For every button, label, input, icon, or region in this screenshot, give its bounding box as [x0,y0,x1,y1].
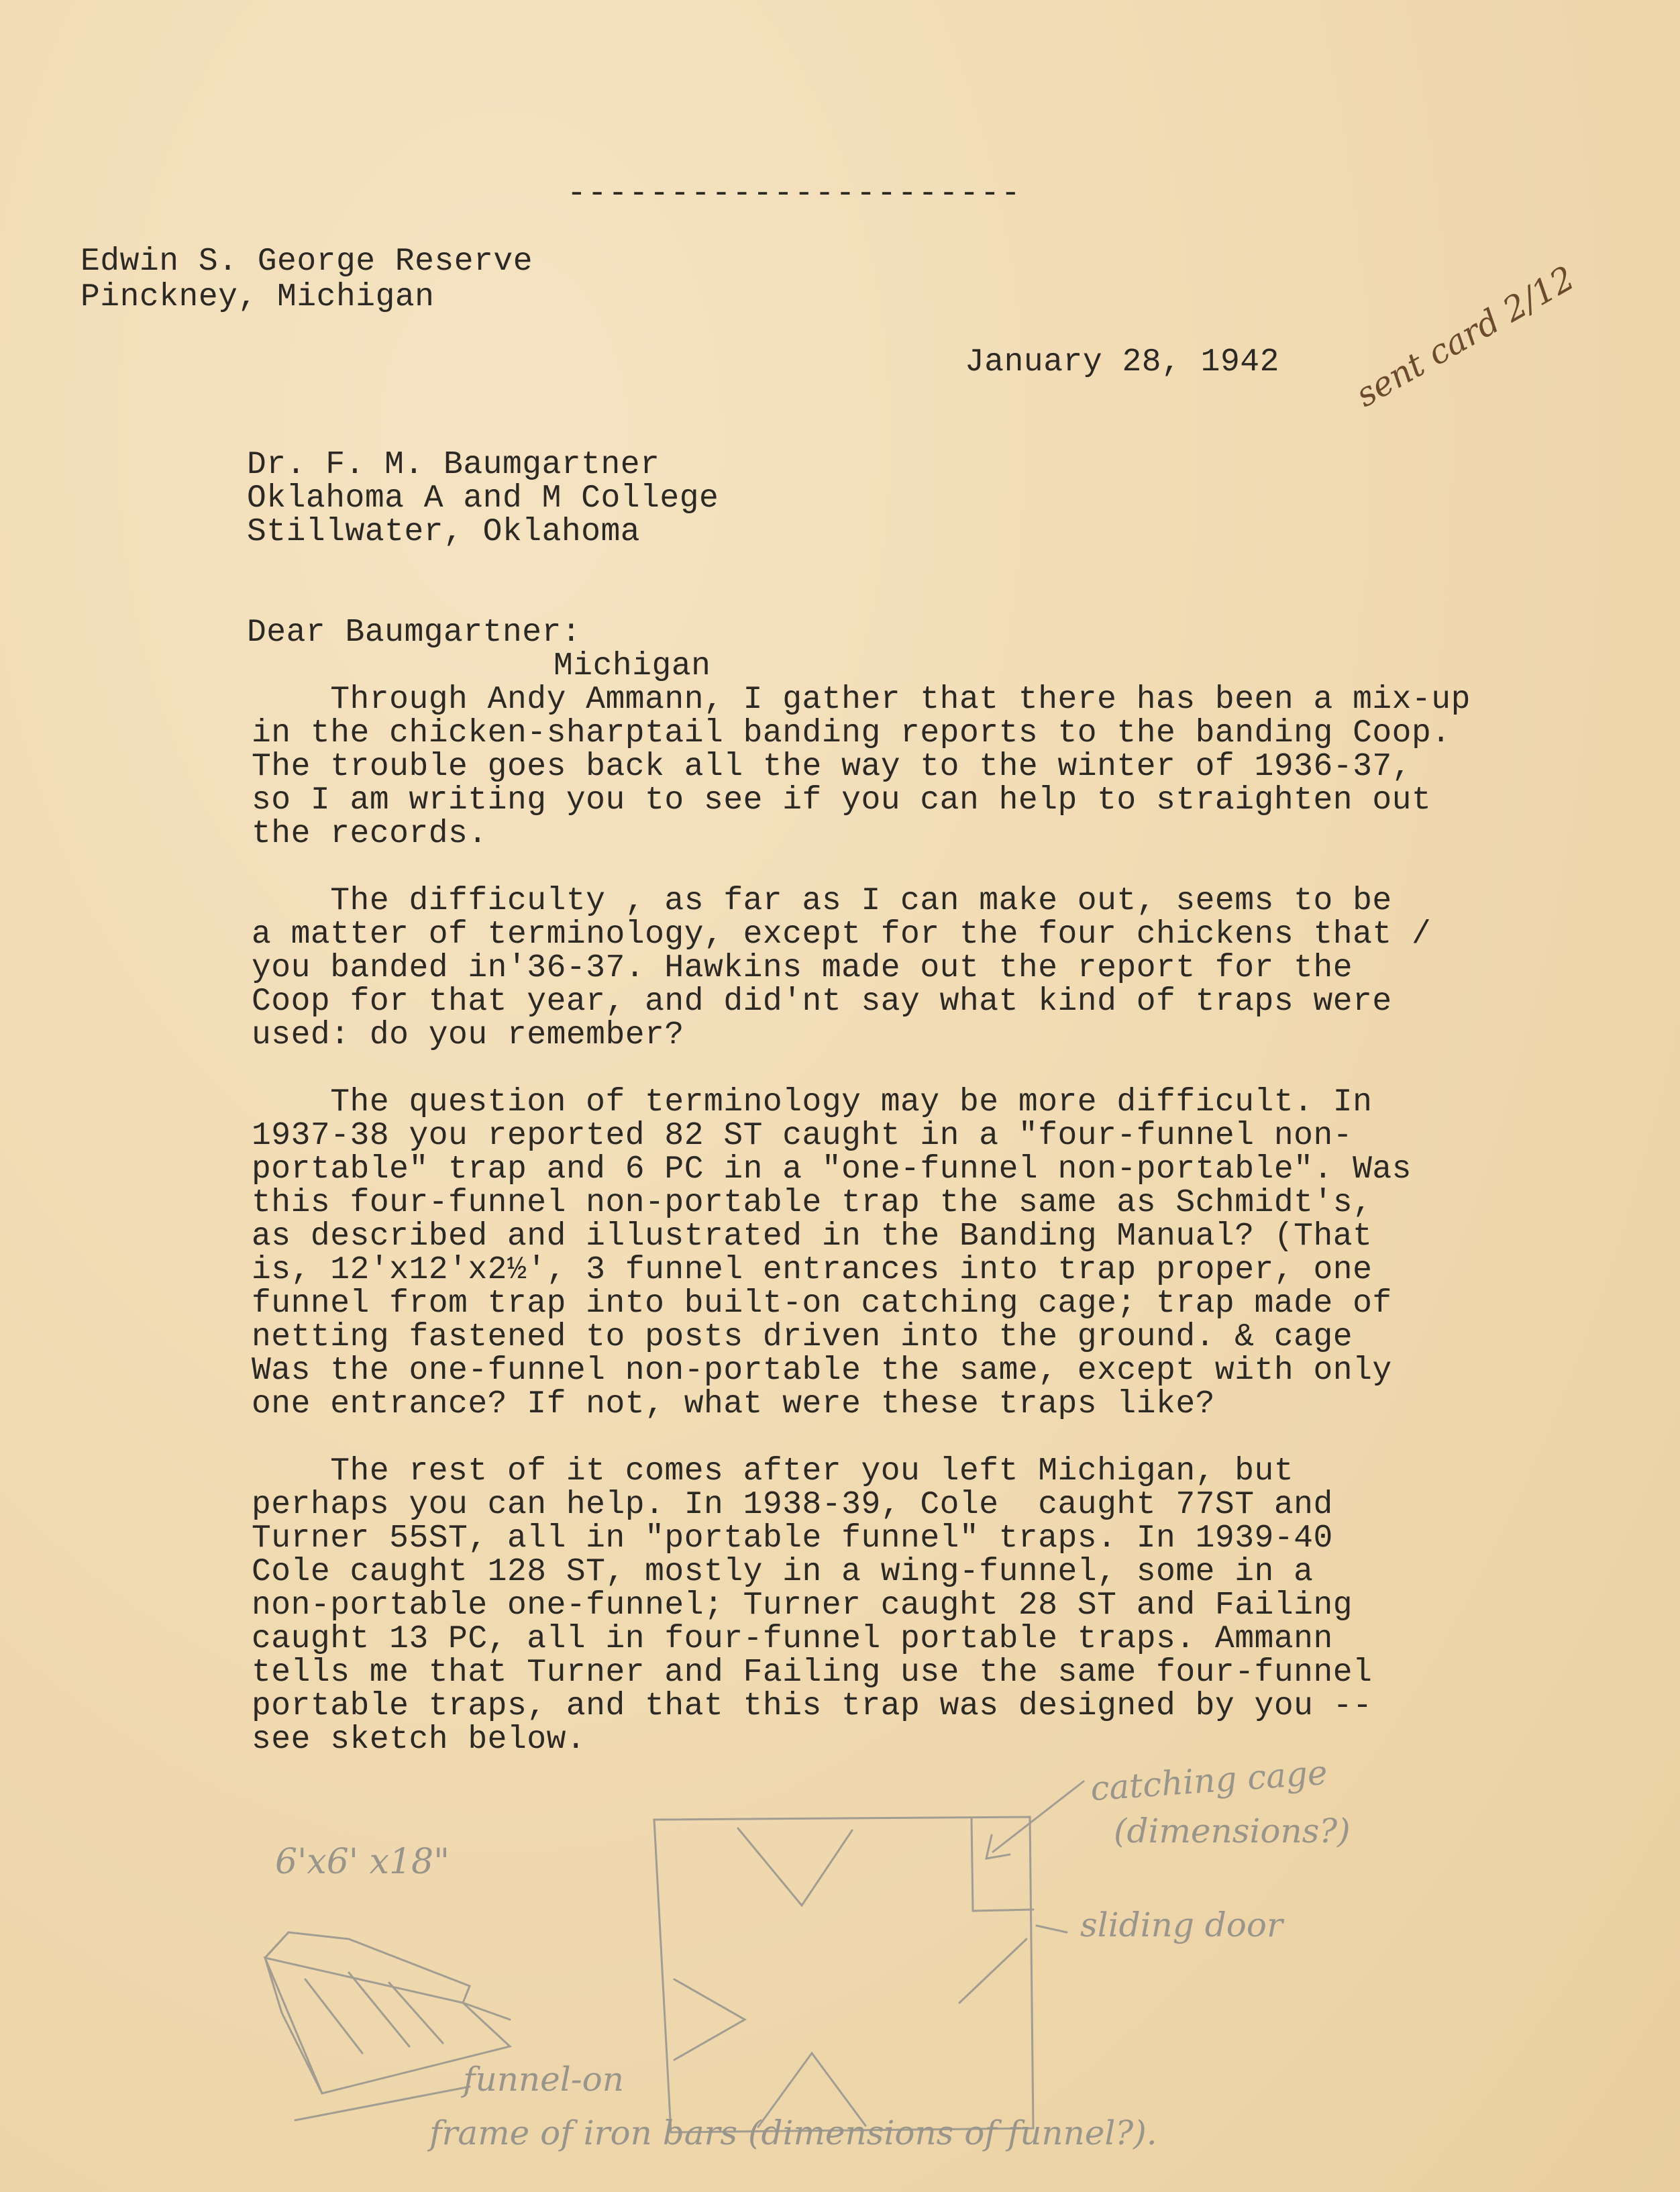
paragraph-line: used: do you remember? [252,1017,684,1053]
recipient-line-2: Oklahoma A and M College [247,480,719,517]
paragraph-line: Was the one-funnel non-portable the same, except with only [252,1353,1392,1389]
paragraph-line: The trouble goes back all the way to the winter of 1936-37, [252,749,1412,785]
funnel-left [674,1979,745,2060]
sketch-sliding-door: sliding door [1080,1906,1283,1944]
paragraph-line: funnel from trap into built-on catching cage; trap made of [252,1286,1392,1322]
salutation: Dear Baumgartner: [247,615,582,651]
paragraph-line: Coop for that year, and did'nt say what kind of traps were [252,984,1392,1020]
catching-cage [972,1818,1033,1911]
paragraph-line: a matter of terminology, except for the four chickens that / [252,917,1432,953]
sketch-funnel-on: funnel-on [463,2060,624,2099]
paragraph-line: The question of terminology may be more difficult. In [252,1084,1373,1120]
paragraph-line: 1937-38 you reported 82 ST caught in a "four-funnel non- [252,1118,1353,1154]
recipient-line-1: Dr. F. M. Baumgartner [247,447,660,483]
insertion-michigan: Michigan [554,648,711,684]
header-rule: ---------------------- [567,176,1022,212]
paragraph-line: is, 12'x12'x2½', 3 funnel entrances into trap proper, one [252,1252,1373,1288]
paragraph-line: as described and illustrated in the Banding Manual? (That [252,1218,1373,1255]
paragraph-line: netting fastened to posts driven into the ground. & cage [252,1319,1353,1355]
paragraph-line: see sketch below. [252,1722,586,1758]
paragraph-line: The rest of it comes after you left Michigan, but [252,1453,1294,1490]
paragraph-line: you banded in'36-37. Hawkins made out the report for the [252,950,1353,986]
paragraph-line: Turner 55ST, all in "portable funnel" traps. In 1939-40 [252,1520,1333,1557]
recipient-line-3: Stillwater, Oklahoma [247,514,641,550]
sketch-catching-cage-dims: (dimensions?) [1114,1812,1351,1850]
paragraph-line: tells me that Turner and Failing use the same four-funnel [252,1655,1373,1691]
paragraph-line: portable traps, and that this trap was designed by you -- [252,1688,1373,1724]
trap-outline [654,1817,1033,2132]
paragraph-line: so I am writing you to see if you can help to straighten out [252,782,1432,819]
paragraph-line: The difficulty , as far as I can make out, seems to be [252,883,1392,919]
paragraph-line: the records. [252,816,488,852]
paragraph-line: portable" trap and 6 PC in a "one-funnel non-portable". Was [252,1151,1412,1188]
paragraph-line: perhaps you can help. In 1938-39, Cole caught 77ST and [252,1487,1333,1523]
arrow-sliding-door [1037,1926,1067,1932]
paragraph-line: this four-funnel non-portable trap the same as Schmidt's, [252,1185,1373,1221]
sender-line-2: Pinckney, Michigan [81,279,435,315]
paragraph-line: non-portable one-funnel; Turner caught 28 ST and Failing [252,1587,1353,1624]
sender-line-1: Edwin S. George Reserve [81,244,533,280]
margin-note: sent card 2/12 [1349,258,1581,415]
sketch-frame-note: frame of iron bars (dimensions of funnel?). [429,2113,1157,2152]
sketch-dimensions: 6'x6' x18" [275,1842,450,1882]
funnel-top [738,1828,852,1906]
paragraph-line: caught 13 PC, all in four-funnel portable traps. Ammann [252,1621,1333,1657]
funnel-right [959,1939,1027,2003]
sketch-catching-cage: catching cage [1089,1753,1329,1809]
paragraph-line: one entrance? If not, what were these traps like? [252,1386,1215,1422]
letter-date: January 28, 1942 [965,344,1279,380]
paragraph-line: Through Andy Ammann, I gather that there has been a mix-up [252,682,1471,718]
paragraph-line: in the chicken-sharptail banding reports to the banding Coop. [252,715,1451,751]
paragraph-line: Cole caught 128 ST, mostly in a wing-funnel, some in a [252,1554,1314,1590]
